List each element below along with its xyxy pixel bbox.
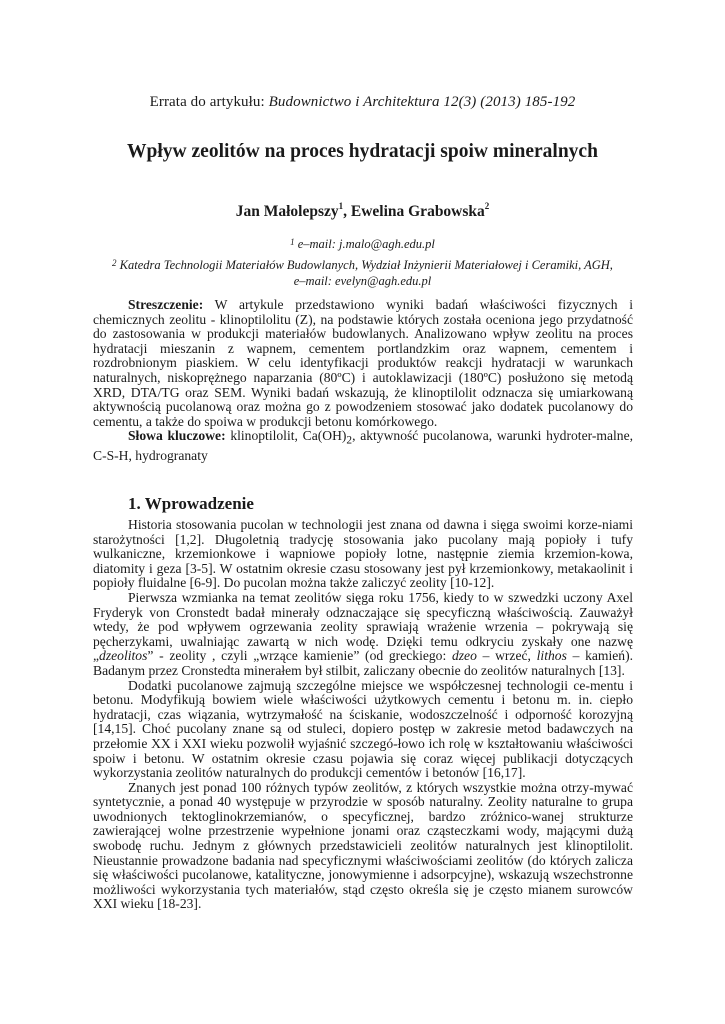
author-1-affiliation-mark: 1 (338, 201, 344, 211)
affiliation-2-email: e–mail: evelyn@agh.edu.pl (293, 274, 432, 288)
authors-line (0, 203, 725, 221)
keywords-text-a: klinoptilolit, Ca(OH) (225, 428, 347, 444)
abstract-paragraph (93, 298, 633, 429)
author-2-affiliation-mark: 2 (484, 201, 490, 211)
affiliation-1-mark: 1 (290, 237, 295, 247)
introduction-body (93, 518, 633, 912)
affiliation-2-mark: 2 (112, 258, 117, 268)
keywords-paragraph (93, 429, 633, 463)
intro-paragraph-3: Dodatki pucolanowe zajmują szczególne miejsce we współczesnej technologii ce-mentu i betonu. Modyfikują bowiem wiele właściwości użytkowych cementu i betonu m. in. ciepło hydratacji, czas wiązania, wytrzymałość na ściskanie, wodoszczelność i odporność korozyjną [14,15]. Choć pucolany znane są od stuleci, dopiero postęp w zakresie metod badawczych na przełomie XX i XXI wieku pozwolił wyjaśnić szczegó-łowo ich rolę w kształtowaniu właściwości spoiw i betonu. W ostatnim okresie czasu pojawia się coraz więcej publikacji dotyczących wykorzystania zeolitów naturalnych do produkcji cementów i betonów [16,17]. (93, 677, 633, 781)
section-heading: 1. Wprowadzenie (128, 494, 254, 513)
errata-citation: Budownictwo i Architektura 12(3) (2013) 185-192 (268, 94, 576, 110)
author-2: Ewelina Grabowska (350, 203, 485, 220)
intro-p2-term-dzeolitos: dzeolitos (99, 648, 148, 664)
intro-paragraph-2 (93, 591, 633, 679)
keywords-text-b: , aktywność pucolanowa, warunki hydroter-malne, C-S-H, hydrogranaty (93, 428, 634, 463)
intro-p2-text-c: – wrzeć, (476, 648, 537, 664)
errata-prefix: Errata do artykułu: (149, 94, 269, 110)
affiliation-1 (60, 236, 665, 252)
abstract-block (93, 298, 633, 463)
affiliation-2-institution: Katedra Technologii Materiałów Budowlanych, Wydział Inżynierii Materiałowej i Ceramiki, AGH, (116, 258, 613, 272)
affiliation-2 (60, 257, 665, 289)
keywords-label: Słowa kluczowe: (128, 428, 226, 444)
intro-p2-text-a: Pierwsza wzmianka na temat zeolitów sięga roku 1756, kiedy to w szwedzki uczony Axel Fryderyk von Cronstedt badał minerały odznaczające się specyficzną właściwością. Zauważył wtedy, że pod wpływem ogrzewania zeolity sprawiają wrażenie wrzenia – pokrywają się pęcherzykami, uwalniając zawartą w nich wodę. Dzięki temu odkryciu zyskały one nazwę „ (93, 589, 633, 664)
intro-p2-text-b: ” - zeolity , czyli „wrzące kamienie” (od greckiego: (147, 648, 452, 664)
author-separator: , (343, 203, 351, 220)
author-1: Jan Małolepszy (235, 203, 339, 220)
paper-title: Wpływ zeolitów na proces hydratacji spoiw mineralnych (127, 141, 598, 162)
affiliation-2-line-1 (60, 257, 665, 273)
abstract-text: W artykule przedstawiono wyniki badań właściwości fizycznych i chemicznych zeolitu - klinoptilolitu (Z), na podstawie których została oceniona jego przydatność do zastosowania w produkcji materiałów budowlanych. Analizowano wpływ zeolitu na proces hydratacji mieszanin z wapnem, cementem portlandzkim oraz wapnem, cementem i rozdrobnionym piaskiem. W celu identyfikacji produktów reakcji hydratacji w warunkach naturalnych, niskoprężnego naparzania (80ºC) i autoklawizacji (180ºC) posłużono się metodą XRD, DTA/TG oraz SEM. Wyniki badań wskazują, że klinoptilolit odznacza się umiarkowaną aktywnością pucolanową oraz można go z powodzeniem stosować jako dodatek pucolanowy do cementu, a także do spoiwa w produkcji betonu komórkowego. (93, 297, 633, 429)
keywords-subscript: 2 (346, 435, 353, 448)
abstract-label: Streszczenie: (128, 297, 204, 312)
intro-p2-term-lithos: lithos (536, 648, 567, 664)
affiliation-1-email: e–mail: j.malo@agh.edu.pl (294, 237, 435, 251)
intro-paragraph-1: Historia stosowania pucolan w technologii jest znana od dawna i sięga swoimi korze-niami starożytności [1,2]. Długoletnią tradycję stosowania jako pucolany mają popioły i tufy wulkaniczne, krzemionkowe i wapniowe popioły lotne, następnie ziemia krzemion-kowa, diatomity i geza [3-5]. W ostatnim okresie czasu stosowany jest pył krzemionkowy, metakaolinit i popioły fluidalne [6-9]. Do pucolan można także zaliczyć zeolity [10-12]. (93, 517, 633, 591)
errata-line (0, 94, 725, 111)
intro-p2-term-dzeo: dzeo (451, 648, 477, 664)
intro-paragraph-4: Znanych jest ponad 100 różnych typów zeolitów, z których wszystkie można otrzy-mywać syntetycznie, a ponad 40 występuje w przyrodzie w sposób naturalny. Zeolity naturalne to grupa uwodnionych tektoglinokrzemianów, o specyficznej, bardzo zróżnico-wanej strukturze zawierającej wolne przestrzenie wypełnione jonami oraz cząsteczkami wody, mającymi dużą swobodę ruchu. Jednym z głównych przedstawicieli zeolitów naturalnych jest klinoptilolit. Nieustannie prowadzone badania nad specyficznymi właściwościami zeolitów (do których zalicza się właściwości pucolanowe, katalityczne, jonowymienne i adsorpcyjne), wskazują wszechstronne możliwości wykorzystania tych materiałów, stąd często określa się je często mianem surowców XXI wieku [18-23]. (93, 779, 633, 912)
intro-p2-text-d: – kamień). Badanym przez Cronstedta minerałem był stilbit, zaliczany obecnie do zeolitów naturalnych [13]. (93, 648, 634, 678)
